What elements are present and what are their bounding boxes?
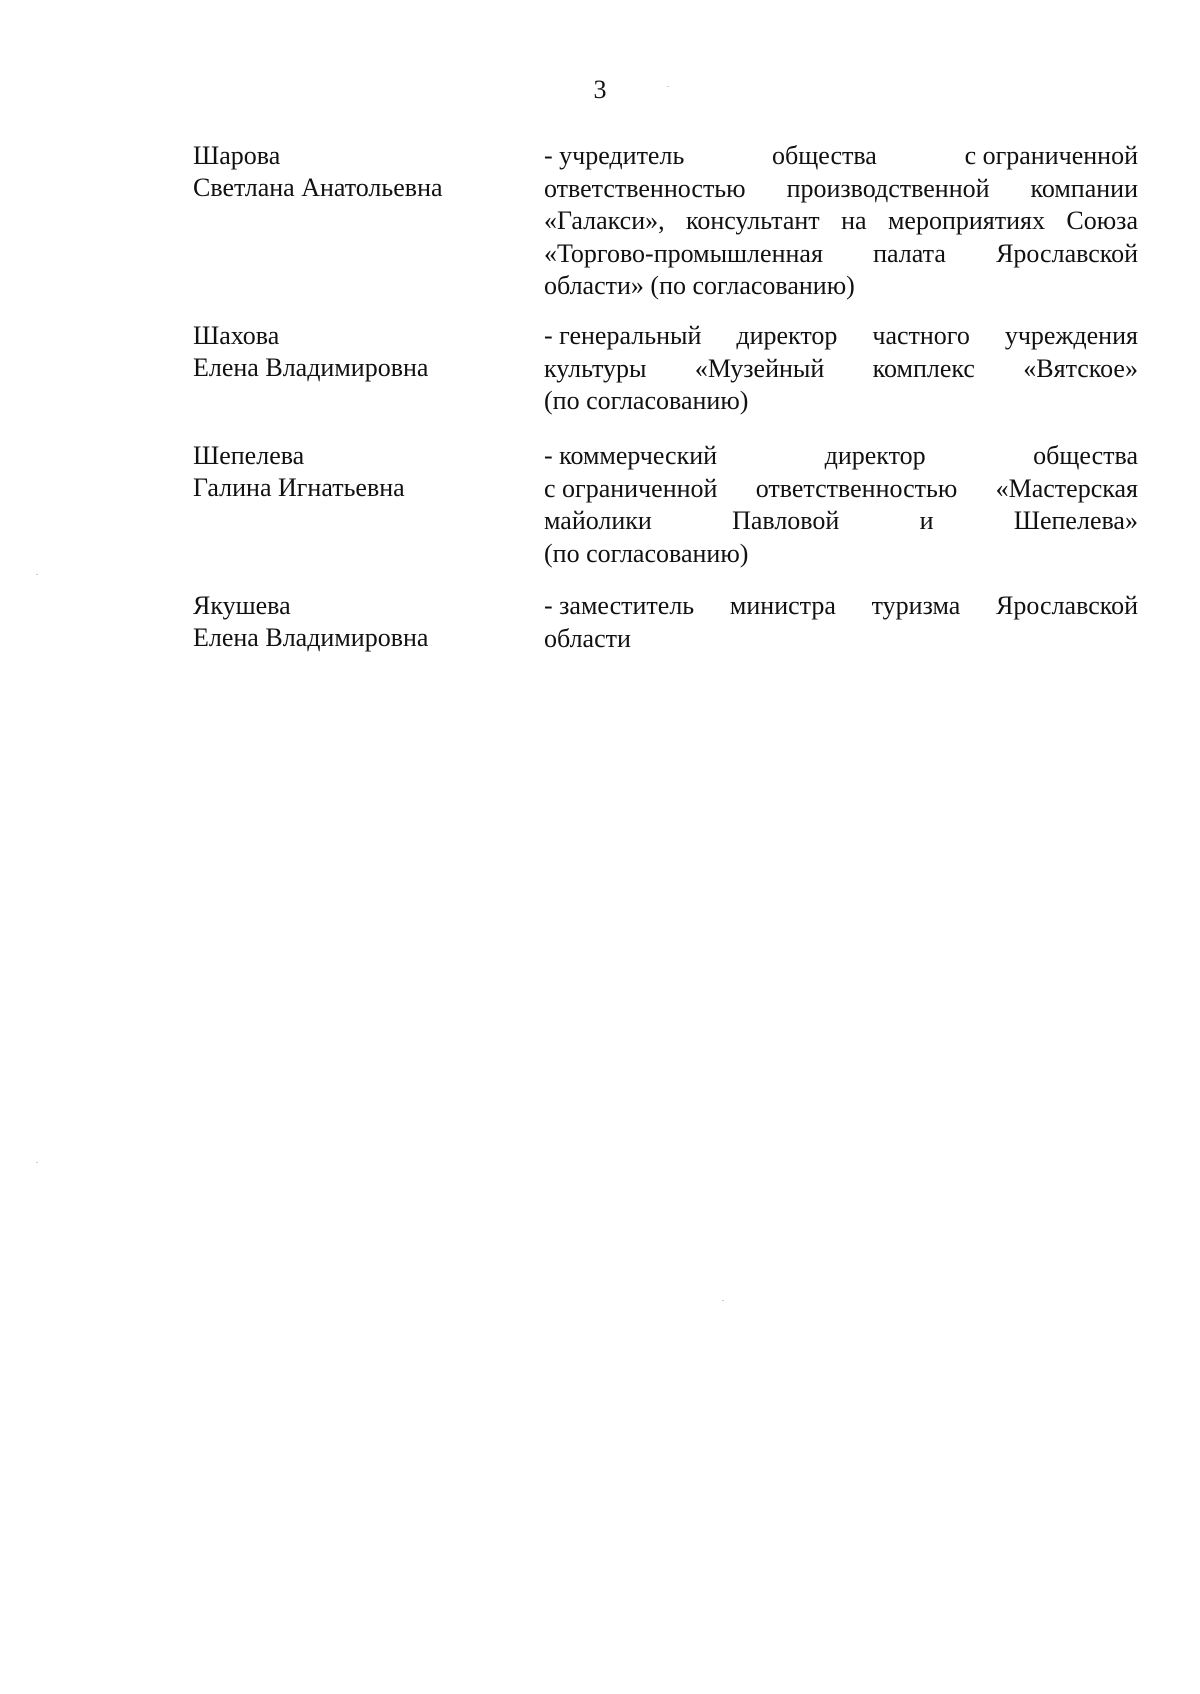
role-word: общества [1033,441,1138,470]
role-word: с ограниченной [544,473,718,503]
role-line [544,505,1138,538]
member-surname: Шахова [193,321,280,350]
role-word: Ярославской [996,591,1138,620]
member-name [193,140,513,204]
member-entry-shepeleva [0,440,1200,590]
role-word: Павловой [732,506,840,535]
role-line [544,270,1138,303]
role-word: майолики [544,506,652,535]
scan-speck [36,1162,38,1163]
member-surname: Якушева [193,591,291,620]
role-line [544,385,1138,418]
role-word: Союза [1066,206,1138,235]
role-word: компании [1030,173,1138,203]
member-name [193,320,513,384]
role-word: «Мастерская [995,473,1138,503]
role-word: (по согласованию) [544,538,749,568]
role-line [544,590,1138,623]
member-given-names: Елена Владимировна [193,353,429,382]
role-word: области [544,623,631,653]
role-line [544,440,1138,473]
role-word: ответственностью [544,173,746,203]
member-surname: Шепелева [193,441,305,470]
scan-speck [667,86,669,87]
role-word: учреждения [1004,321,1138,350]
role-word: и [919,506,934,535]
role-word: частного [872,321,970,350]
role-line [544,140,1138,173]
role-word: «Торгово-промышленная [544,238,823,268]
role-word: - заместитель [544,591,695,620]
page-number: 3 [593,75,607,104]
member-given-names: Галина Игнатьевна [193,473,405,502]
role-word: производственной [786,173,990,203]
member-given-names: Светлана Анатольевна [193,173,443,202]
scan-speck [722,1300,724,1301]
role-line [544,173,1138,206]
role-word: - коммерческий [544,441,718,470]
role-word: директор [736,321,838,350]
role-word: на [841,206,867,235]
member-name [193,590,513,654]
member-role [544,440,1138,570]
role-line [544,205,1138,238]
member-role [544,590,1138,655]
role-word: «Галакси», [544,206,665,235]
member-surname: Шарова [193,141,281,170]
role-word: (по согласованию) [544,386,749,415]
role-word: консультант [686,206,820,235]
role-word: культуры [544,353,647,383]
role-word: палата [873,238,946,268]
member-entry-shakhova [0,320,1200,440]
member-role [544,140,1138,303]
role-word: - генеральный [544,321,702,350]
scan-speck [36,574,38,575]
role-word: - учредитель [544,141,685,170]
role-word: общества [772,141,877,170]
member-entry-sharova [0,140,1200,320]
role-word: министра [729,591,836,620]
role-word: директор [824,441,926,470]
member-entry-yakusheva [0,590,1200,680]
role-word: ответственностью [755,473,958,503]
role-word: Шепелева» [1013,506,1138,535]
role-word: области» (по согласованию) [544,271,855,300]
role-word: «Музейный [694,353,825,383]
role-word: с ограниченной [964,141,1138,170]
role-word: комплекс [872,353,975,383]
member-role [544,320,1138,418]
role-word: Ярославской [996,238,1138,268]
role-line [544,623,1138,656]
role-word: туризма [871,591,961,620]
member-given-names: Елена Владимировна [193,623,429,652]
role-line [544,238,1138,271]
role-line [544,353,1138,386]
role-word: мероприятиях [887,206,1045,235]
member-name [193,440,513,504]
role-word: «Вятское» [1023,353,1138,383]
members-list [0,140,1200,680]
role-line [544,320,1138,353]
role-line [544,473,1138,506]
role-line [544,538,1138,571]
